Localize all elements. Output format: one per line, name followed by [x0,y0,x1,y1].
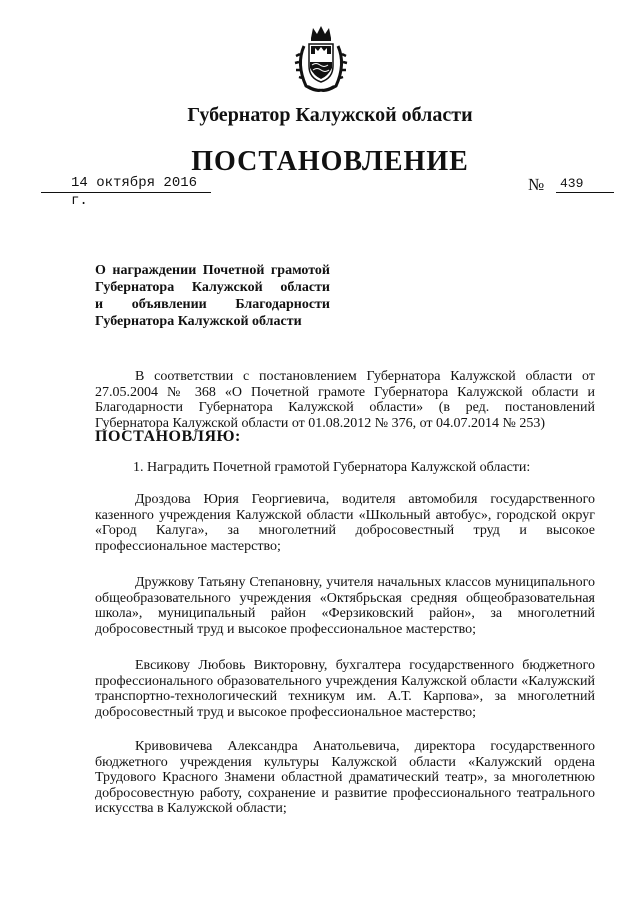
preamble-paragraph: В соответствии с постановлением Губернатора Калужской области от 27.05.2004 № 368 «О Почетной грамоте Губернатора Калужской области и Благодарности Губернатора Калужской области» (в ред. постановлений Губернатора Калужской области от 01.08.2012 № 376, от 04.07.2014 № 253) [95,369,595,431]
awardee-paragraph: Дроздова Юрия Георгиевича, водителя автомобиля государственного казенного учреждения Калужской области «Школьный автобус», городской округ «Город Калуга», за многолетний добросовестный труд и высокое профессиональное мастерство; [95,492,595,554]
subject-line: Губернатора Калужской области [95,314,302,329]
awardee-paragraph: Дружкову Татьяну Степановну, учителя начальных классов муниципального общеобразовательного учреждения «Октябрьская средняя общеобразовательная школа», муниципальный район «Ферзиковский район», за многолетний добросовестный труд и высокое профессиональное мастерство; [95,575,595,637]
item-1-heading: 1. Наградить Почетной грамотой Губернатора Калужской области: [133,460,531,475]
subject-line: Губернатора Калужской области [95,280,330,295]
subject-line: и объявлении Благодарности [95,297,330,312]
document-type-title: ПОСТАНОВЛЕНИЕ [191,146,469,177]
kaluga-emblem-svg [294,24,348,94]
subject-line: О награждении Почетной грамотой [95,263,330,278]
document-number: 439 [556,176,614,193]
authority-title: Губернатор Калужской области [187,104,473,126]
document-date: 14 октября 2016 г. [41,174,211,193]
document-number-block [528,176,614,195]
document-subject [95,262,330,330]
coat-of-arms-icon [294,24,348,94]
number-sign: № [528,175,545,194]
awardee-paragraph: Евсикову Любовь Викторовну, бухгалтера государственного бюджетного профессионального образовательного учреждения Калужской области «Калужский транспортно-технологический техникум им. А.Т. Карпова», за многолетний добросовестный труд и высокое профессиональное мастерство; [95,658,595,720]
decree-heading: ПОСТАНОВЛЯЮ: [95,428,241,445]
awardee-paragraph: Кривовичева Александра Анатольевича, директора государственного бюджетного учреждения культуры Калужской области «Калужский ордена Трудового Красного Знамени областной драматический театр», за многолетнюю добросовестную работу, сохранение и развитие профессионального театрального искусства в Калужской области; [95,739,595,816]
